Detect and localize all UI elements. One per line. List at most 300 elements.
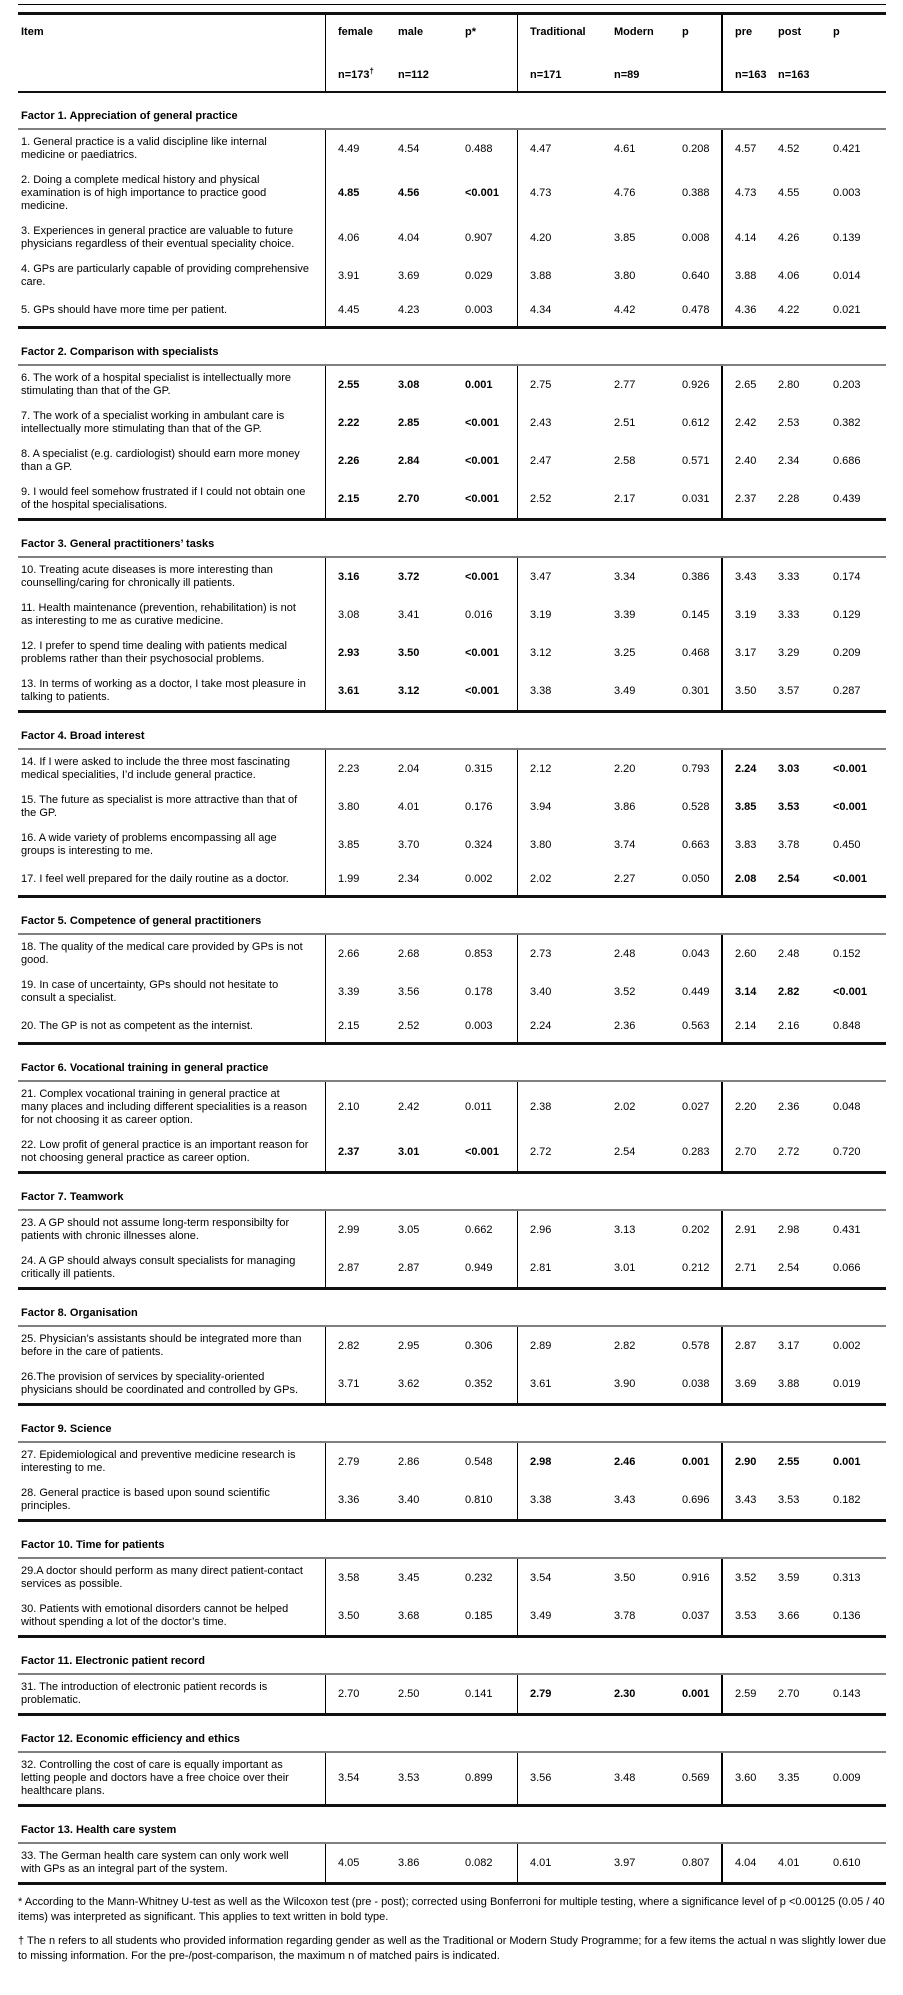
value-cell: 3.91 xyxy=(325,257,386,295)
table-sections xyxy=(18,106,886,1885)
value-cell: 3.47 xyxy=(517,558,602,596)
value-cell: 3.74 xyxy=(614,838,636,851)
column-header-p-programme xyxy=(670,15,721,91)
value-cell: 0.662 xyxy=(465,1223,493,1236)
table-header-row xyxy=(18,15,886,93)
value-cell: 2.42 xyxy=(721,404,766,442)
value-cell: 3.69 xyxy=(398,269,420,282)
value-cell: 4.76 xyxy=(614,187,636,199)
table-row xyxy=(18,168,886,219)
value-cell: 4.73 xyxy=(721,168,766,219)
column-header-item xyxy=(18,15,325,91)
column-n-label: n=163 xyxy=(735,69,767,81)
value-cell: <0.001 xyxy=(465,646,499,659)
table-row xyxy=(18,1011,886,1042)
value-cell: 2.52 xyxy=(398,1020,420,1032)
item-text: 24. A GP should always consult specialists for managing critically ill patients. xyxy=(21,1255,296,1280)
value-cell: 2.53 xyxy=(778,416,800,429)
value-cell: 0.043 xyxy=(682,947,710,960)
value-cell: 0.008 xyxy=(682,231,710,244)
value-cell: 0.388 xyxy=(682,187,710,199)
value-cell: 2.58 xyxy=(614,454,636,467)
value-cell: 3.12 xyxy=(398,684,420,697)
value-cell: 2.30 xyxy=(614,1687,636,1700)
value-cell: 2.15 xyxy=(325,1011,386,1042)
value-cell: 0.182 xyxy=(833,1493,861,1506)
table-row xyxy=(18,257,886,295)
value-cell: 3.59 xyxy=(778,1571,800,1584)
value-cell: 2.37 xyxy=(721,480,766,518)
item-text: 19. In case of uncertainty, GPs should not hesitate to consult a specialist. xyxy=(21,979,279,1004)
item-text: 22. Low profit of general practice is an important reason for not choosing general practice as career option. xyxy=(21,1139,309,1164)
value-cell: 2.42 xyxy=(398,1101,420,1113)
value-cell: 3.08 xyxy=(398,378,420,391)
value-cell: 3.45 xyxy=(398,1571,420,1584)
table-row xyxy=(18,935,886,973)
value-cell: 0.031 xyxy=(682,492,710,505)
value-cell: 3.54 xyxy=(517,1559,602,1597)
table-row xyxy=(18,1559,886,1597)
value-cell: 2.66 xyxy=(325,935,386,973)
item-text: 30. Patients with emotional disorders cannot be helped without spending a lot of the doctor’s time. xyxy=(21,1603,289,1628)
value-cell: 2.99 xyxy=(325,1211,386,1249)
value-cell: 0.232 xyxy=(465,1571,493,1584)
table-row xyxy=(18,295,886,326)
table-row xyxy=(18,1753,886,1804)
value-cell: 0.001 xyxy=(682,1455,710,1468)
value-cell: 0.145 xyxy=(682,608,710,621)
value-cell: 0.352 xyxy=(465,1377,493,1390)
column-n-label: n=173† xyxy=(338,66,374,81)
factor-section xyxy=(18,911,886,1045)
table-row xyxy=(18,973,886,1011)
value-cell: 2.36 xyxy=(614,1020,636,1032)
value-cell: 4.52 xyxy=(778,142,800,155)
value-cell: 0.027 xyxy=(682,1101,710,1113)
factor-title: Factor 8. Organisation xyxy=(18,1303,886,1327)
value-cell: 3.43 xyxy=(721,558,766,596)
value-cell: 0.548 xyxy=(465,1455,493,1468)
value-cell: 2.08 xyxy=(721,864,766,895)
table-row xyxy=(18,480,886,518)
value-cell: 0.916 xyxy=(682,1571,710,1584)
item-text: 6. The work of a hospital specialist is intellectually more stimulating than that of the GP. xyxy=(21,372,292,397)
value-cell: 0.563 xyxy=(682,1020,710,1032)
factor-rows xyxy=(18,1559,886,1638)
value-cell: 3.62 xyxy=(398,1377,420,1390)
value-cell: 0.488 xyxy=(465,142,493,155)
value-cell: 0.720 xyxy=(833,1145,861,1158)
value-cell: 2.54 xyxy=(778,1261,800,1274)
value-cell: 3.36 xyxy=(325,1481,386,1519)
value-cell: <0.001 xyxy=(465,570,499,583)
value-cell: 2.96 xyxy=(517,1211,602,1249)
item-text: 28. General practice is based upon sound scientific principles. xyxy=(21,1487,270,1512)
value-cell: 0.001 xyxy=(682,1687,710,1700)
column-header-p-gender xyxy=(453,15,517,91)
value-cell: 4.47 xyxy=(517,130,602,168)
table-row xyxy=(18,1082,886,1133)
value-cell: 3.39 xyxy=(614,608,636,621)
item-text: 5. GPs should have more time per patient. xyxy=(21,304,228,316)
value-cell: 4.14 xyxy=(721,219,766,257)
value-cell: 3.57 xyxy=(778,684,800,697)
factor-title: Factor 12. Economic efficiency and ethics xyxy=(18,1729,886,1753)
value-cell: 2.86 xyxy=(398,1455,420,1468)
footnote-sample-size: † The n refers to all students who provided information regarding gender as well as the Traditional or Modern Study Programme; for a few items the actual n was slightly lower due to missing information. For the pre-/post-comparison, the maximum n of matched pairs is indicated. xyxy=(18,1935,887,1962)
value-cell: 3.86 xyxy=(398,1856,420,1869)
value-cell: 2.12 xyxy=(517,750,602,788)
footnote-significance: * According to the Mann-Whitney U-test as well as the Wilcoxon test (pre - post); corrected using Bonferroni for multiple testing, where a significance level of p <0.00125 (0.05 / 40 items) was interpreted as significant. This applies to text written in bold type. xyxy=(18,1896,885,1923)
value-cell: 0.571 xyxy=(682,454,710,467)
value-cell: <0.001 xyxy=(465,187,499,199)
value-cell: 3.03 xyxy=(778,762,800,775)
value-cell: 3.85 xyxy=(325,826,386,864)
factor-rows xyxy=(18,750,886,898)
value-cell: <0.001 xyxy=(833,800,867,813)
value-cell: 3.50 xyxy=(398,646,420,659)
value-cell: 2.70 xyxy=(398,492,420,505)
value-cell: 3.80 xyxy=(325,788,386,826)
table-row xyxy=(18,864,886,895)
value-cell: 2.59 xyxy=(721,1675,766,1713)
table-row xyxy=(18,1675,886,1713)
value-cell: 3.39 xyxy=(325,973,386,1011)
value-cell: 0.208 xyxy=(682,142,710,155)
factor-section xyxy=(18,1729,886,1807)
value-cell: 0.283 xyxy=(682,1145,710,1158)
factor-section xyxy=(18,1187,886,1290)
factor-title: Factor 7. Teamwork xyxy=(18,1187,886,1211)
value-cell: 2.91 xyxy=(721,1211,766,1249)
value-cell: 2.85 xyxy=(398,416,420,429)
value-cell: 3.61 xyxy=(517,1365,602,1403)
value-cell: 2.47 xyxy=(517,442,602,480)
value-cell: 0.315 xyxy=(465,762,493,775)
column-header-label: male xyxy=(398,26,424,38)
item-text: 16. A wide variety of problems encompassing all age groups is interesting to me. xyxy=(21,832,277,857)
factor-section xyxy=(18,534,886,713)
column-header-label: Traditional xyxy=(530,26,586,38)
value-cell: 3.43 xyxy=(614,1493,636,1506)
item-text: 31. The introduction of electronic patient records is problematic. xyxy=(21,1681,268,1706)
value-cell: 4.22 xyxy=(778,304,800,316)
value-cell: 4.01 xyxy=(778,1856,800,1869)
value-cell: 0.807 xyxy=(682,1856,710,1869)
value-cell: 0.439 xyxy=(833,492,861,505)
value-cell: 2.98 xyxy=(517,1443,602,1481)
value-cell: 2.20 xyxy=(721,1082,766,1133)
value-cell: 4.20 xyxy=(517,219,602,257)
value-cell: 3.50 xyxy=(325,1597,386,1635)
value-cell: 2.55 xyxy=(325,366,386,404)
value-cell: 0.431 xyxy=(833,1223,861,1236)
value-cell: 3.78 xyxy=(614,1609,636,1622)
value-cell: 3.33 xyxy=(778,570,800,583)
column-header-label: post xyxy=(778,26,802,38)
column-header-label: Modern xyxy=(614,26,654,38)
value-cell: 3.43 xyxy=(721,1481,766,1519)
value-cell: 4.55 xyxy=(778,187,800,199)
value-cell: 3.25 xyxy=(614,646,636,659)
value-cell: 0.569 xyxy=(682,1772,710,1784)
value-cell: 3.19 xyxy=(517,596,602,634)
factor-rows xyxy=(18,366,886,521)
value-cell: 3.49 xyxy=(614,684,636,697)
value-cell: 2.24 xyxy=(721,750,766,788)
value-cell: 1.99 xyxy=(325,864,386,895)
table-row xyxy=(18,366,886,404)
value-cell: 0.178 xyxy=(465,985,493,998)
value-cell: 3.86 xyxy=(614,800,636,813)
table-row xyxy=(18,750,886,788)
value-cell: 0.003 xyxy=(465,1020,493,1032)
column-n-label: n=163 xyxy=(778,69,810,81)
value-cell: 3.40 xyxy=(398,1493,420,1506)
value-cell: 3.29 xyxy=(778,646,800,659)
factor-title: Factor 5. Competence of general practitioners xyxy=(18,911,886,935)
value-cell: 0.050 xyxy=(682,873,710,885)
factor-rows xyxy=(18,1844,886,1885)
value-cell: 2.23 xyxy=(325,750,386,788)
value-cell: 4.73 xyxy=(517,168,602,219)
value-cell: 3.38 xyxy=(517,672,602,710)
value-cell: 0.386 xyxy=(682,570,710,583)
column-header-label: p* xyxy=(465,26,476,38)
value-cell: 2.27 xyxy=(614,873,636,885)
value-cell: 2.26 xyxy=(325,442,386,480)
value-cell: 0.139 xyxy=(833,231,861,244)
factor-section xyxy=(18,1058,886,1174)
value-cell: 3.90 xyxy=(614,1377,636,1390)
value-cell: 3.34 xyxy=(614,570,636,583)
value-cell: 3.56 xyxy=(517,1753,602,1804)
value-cell: 2.04 xyxy=(398,762,420,775)
value-cell: 4.05 xyxy=(325,1844,386,1882)
value-cell: 3.80 xyxy=(614,269,636,282)
value-cell: 0.001 xyxy=(833,1455,861,1468)
value-cell: 2.87 xyxy=(325,1249,386,1287)
value-cell: 2.71 xyxy=(721,1249,766,1287)
column-header-label: Item xyxy=(21,26,44,38)
factor-rows xyxy=(18,130,886,329)
value-cell: 2.28 xyxy=(778,492,800,505)
item-text: 14. If I were asked to include the three most fascinating medical specialities, I’d include general practice. xyxy=(21,756,291,781)
column-n-label: n=89 xyxy=(614,69,640,81)
value-cell: 0.203 xyxy=(833,378,861,391)
factor-title: Factor 6. Vocational training in general practice xyxy=(18,1058,886,1082)
item-text: 18. The quality of the medical care provided by GPs is not good. xyxy=(21,941,303,966)
value-cell: 3.78 xyxy=(778,838,800,851)
value-cell: 2.50 xyxy=(398,1687,420,1700)
table-row xyxy=(18,130,886,168)
value-cell: 3.83 xyxy=(721,826,766,864)
value-cell: 2.73 xyxy=(517,935,602,973)
value-cell: 0.306 xyxy=(465,1339,493,1352)
value-cell: 2.22 xyxy=(325,404,386,442)
footnotes xyxy=(18,1895,890,1964)
value-cell: 3.80 xyxy=(517,826,602,864)
value-cell: 3.60 xyxy=(721,1753,766,1804)
value-cell: 3.66 xyxy=(778,1609,800,1622)
value-cell: 0.793 xyxy=(682,762,710,775)
value-cell: 3.17 xyxy=(778,1339,800,1352)
factor-title: Factor 10. Time for patients xyxy=(18,1535,886,1559)
value-cell: 2.87 xyxy=(398,1261,420,1274)
value-cell: 0.578 xyxy=(682,1339,710,1352)
table-row xyxy=(18,596,886,634)
value-cell: 0.610 xyxy=(833,1856,861,1869)
value-cell: 2.20 xyxy=(614,762,636,775)
factor-rows xyxy=(18,1082,886,1174)
value-cell: 2.68 xyxy=(398,947,420,960)
value-cell: 4.01 xyxy=(398,800,420,813)
value-cell: 0.907 xyxy=(465,231,493,244)
value-cell: 2.95 xyxy=(398,1339,420,1352)
value-cell: 3.53 xyxy=(778,800,800,813)
value-cell: 4.23 xyxy=(398,304,420,316)
value-cell: 0.176 xyxy=(465,800,493,813)
value-cell: 2.02 xyxy=(614,1101,636,1113)
value-cell: 3.01 xyxy=(614,1261,636,1274)
value-cell: 0.038 xyxy=(682,1377,710,1390)
value-cell: 2.72 xyxy=(778,1145,800,1158)
table-row xyxy=(18,1443,886,1481)
value-cell: 2.90 xyxy=(721,1443,766,1481)
column-n-label: n=171 xyxy=(530,69,562,81)
value-cell: 3.41 xyxy=(398,608,420,621)
value-cell: 0.174 xyxy=(833,570,861,583)
value-cell: 0.450 xyxy=(833,838,861,851)
dagger-superscript: † xyxy=(369,66,374,76)
value-cell: <0.001 xyxy=(833,762,867,775)
value-cell: 2.82 xyxy=(778,985,800,998)
results-table xyxy=(18,4,886,1885)
value-cell: 4.61 xyxy=(614,142,636,155)
value-cell: 0.853 xyxy=(465,947,493,960)
value-cell: 0.185 xyxy=(465,1609,493,1622)
value-cell: 2.70 xyxy=(325,1675,386,1713)
value-cell: 3.61 xyxy=(325,672,386,710)
item-text: 7. The work of a specialist working in ambulant care is intellectually more stimulating than that of the GP. xyxy=(21,410,285,435)
factor-title: Factor 1. Appreciation of general practice xyxy=(18,106,886,130)
table-row xyxy=(18,672,886,710)
factor-title: Factor 2. Comparison with specialists xyxy=(18,342,886,366)
column-header-pre xyxy=(721,15,766,91)
factor-title: Factor 3. General practitioners’ tasks xyxy=(18,534,886,558)
factor-rows xyxy=(18,1675,886,1716)
value-cell: 0.421 xyxy=(833,142,861,155)
value-cell: 0.949 xyxy=(465,1261,493,1274)
value-cell: 2.48 xyxy=(614,947,636,960)
value-cell: 4.49 xyxy=(325,130,386,168)
value-cell: 3.16 xyxy=(325,558,386,596)
value-cell: 3.72 xyxy=(398,570,420,583)
value-cell: 3.88 xyxy=(721,257,766,295)
value-cell: 0.287 xyxy=(833,684,861,697)
factor-section xyxy=(18,106,886,329)
value-cell: 0.141 xyxy=(465,1687,493,1700)
factor-title: Factor 13. Health care system xyxy=(18,1820,886,1844)
value-cell: 3.58 xyxy=(325,1559,386,1597)
value-cell: 2.16 xyxy=(778,1020,800,1032)
value-cell: 3.70 xyxy=(398,838,420,851)
value-cell: 3.49 xyxy=(517,1597,602,1635)
factor-rows xyxy=(18,1211,886,1290)
value-cell: 3.85 xyxy=(614,231,636,244)
item-text: 29.A doctor should perform as many direct patient-contact services as possible. xyxy=(21,1565,303,1590)
factor-section xyxy=(18,1303,886,1406)
value-cell: 4.42 xyxy=(614,304,636,316)
value-cell: 4.54 xyxy=(398,142,420,155)
factor-title: Factor 9. Science xyxy=(18,1419,886,1443)
item-text: 4. GPs are particularly capable of providing comprehensive care. xyxy=(21,263,309,288)
value-cell: 0.002 xyxy=(833,1339,861,1352)
item-text: 12. I prefer to spend time dealing with patients medical problems rather than their psychosocial problems. xyxy=(21,640,287,665)
value-cell: 3.69 xyxy=(721,1365,766,1403)
value-cell: 0.301 xyxy=(682,684,710,697)
value-cell: 0.129 xyxy=(833,608,861,621)
value-cell: 0.016 xyxy=(465,608,493,621)
table-row xyxy=(18,634,886,672)
value-cell: 0.212 xyxy=(682,1261,710,1274)
column-header-p-prepost xyxy=(821,15,886,91)
table-row xyxy=(18,1249,886,1287)
column-header-label: female xyxy=(338,26,373,38)
item-text: 11. Health maintenance (prevention, rehabilitation) is not as interesting to me as curative medicine. xyxy=(21,602,296,627)
value-cell: 0.037 xyxy=(682,1609,710,1622)
value-cell: 3.53 xyxy=(721,1597,766,1635)
value-cell: 2.89 xyxy=(517,1327,602,1365)
value-cell: <0.001 xyxy=(465,492,499,505)
value-cell: 2.37 xyxy=(325,1133,386,1171)
value-cell: 3.54 xyxy=(325,1753,386,1804)
value-cell: 3.71 xyxy=(325,1365,386,1403)
item-text: 25. Physician’s assistants should be integrated more than before in the care of patients. xyxy=(21,1333,302,1358)
item-text: 13. In terms of working as a doctor, I take most pleasure in talking to patients. xyxy=(21,678,306,703)
value-cell: 4.34 xyxy=(517,295,602,326)
table-row xyxy=(18,1365,886,1403)
value-cell: 2.82 xyxy=(614,1339,636,1352)
item-text: 20. The GP is not as competent as the internist. xyxy=(21,1020,253,1032)
value-cell: 3.19 xyxy=(721,596,766,634)
value-cell: 2.70 xyxy=(778,1687,800,1700)
value-cell: 2.46 xyxy=(614,1455,636,1468)
value-cell: 2.14 xyxy=(721,1011,766,1042)
value-cell: <0.001 xyxy=(465,416,499,429)
value-cell: <0.001 xyxy=(465,1145,499,1158)
value-cell: 0.021 xyxy=(833,304,861,316)
value-cell: 0.202 xyxy=(682,1223,710,1236)
value-cell: 3.85 xyxy=(721,788,766,826)
factor-rows xyxy=(18,1753,886,1807)
value-cell: 0.001 xyxy=(465,378,493,391)
column-header-female xyxy=(325,15,386,91)
value-cell: 2.36 xyxy=(778,1101,800,1113)
table-row xyxy=(18,1133,886,1171)
value-cell: 0.313 xyxy=(833,1571,861,1584)
value-cell: 0.612 xyxy=(682,416,710,429)
value-cell: 0.143 xyxy=(833,1687,861,1700)
item-text: 17. I feel well prepared for the daily routine as a doctor. xyxy=(21,873,289,885)
value-cell: 3.12 xyxy=(517,634,602,672)
value-cell: 2.02 xyxy=(517,864,602,895)
item-text: 8. A specialist (e.g. cardiologist) should earn more money than a GP. xyxy=(21,448,300,473)
value-cell: 3.05 xyxy=(398,1223,420,1236)
value-cell: 3.88 xyxy=(778,1377,800,1390)
value-cell: <0.001 xyxy=(465,684,499,697)
value-cell: 4.36 xyxy=(721,295,766,326)
